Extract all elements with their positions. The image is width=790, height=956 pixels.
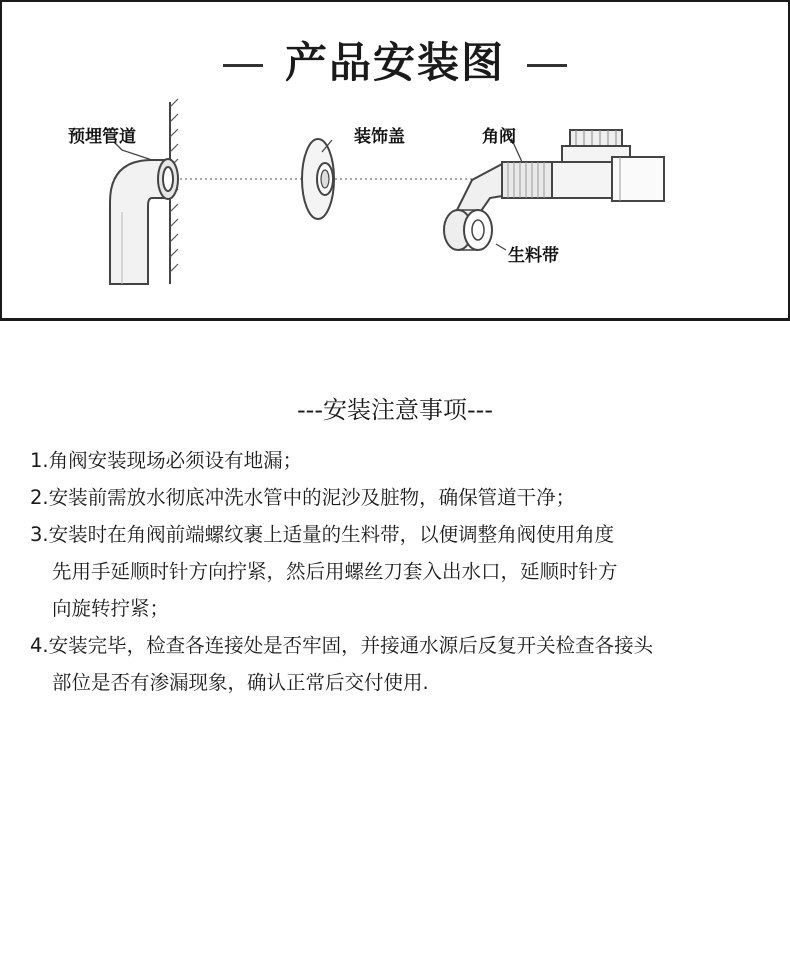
note-3-line-2: 先用手延顺时针方向拧紧，然后用螺丝刀套入出水口，延顺时针方 xyxy=(52,560,618,583)
note-4-line-1: 4.安装完毕，检查各连接处是否牢固，并接通水源后反复开关检查各接头 xyxy=(30,634,654,657)
label-decorative-cover: 装饰盖 xyxy=(354,127,405,147)
label-angle-valve: 角阀 xyxy=(482,127,516,147)
note-3-line-3: 向旋转拧紧； xyxy=(52,597,170,620)
label-embedded-pipe: 预埋管道 xyxy=(68,127,136,147)
note-4-line-2: 部位是否有渗漏现象，确认正常后交付使用. xyxy=(52,671,429,694)
notes-list xyxy=(30,442,790,701)
diagram-illustration xyxy=(2,2,788,318)
notes-title: ---安装注意事项--- xyxy=(297,396,493,424)
decorative-cover-illustration xyxy=(302,139,334,219)
installation-diagram xyxy=(0,0,790,321)
embedded-pipe-illustration xyxy=(110,159,178,284)
label-ptfe-tape: 生料带 xyxy=(508,246,559,266)
note-2-line-1: 2.安装前需放水彻底冲洗水管中的泥沙及脏物，确保管道干净； xyxy=(30,486,576,509)
angle-valve-illustration xyxy=(502,130,664,201)
diagram-title: 产品安装图 xyxy=(284,38,505,87)
ptfe-tape-illustration xyxy=(444,164,502,250)
note-1-line-1: 1.角阀安装现场必须设有地漏； xyxy=(30,449,303,472)
note-3-line-1: 3.安装时在角阀前端螺纹裹上适量的生料带，以便调整角阀使用角度 xyxy=(30,523,615,546)
